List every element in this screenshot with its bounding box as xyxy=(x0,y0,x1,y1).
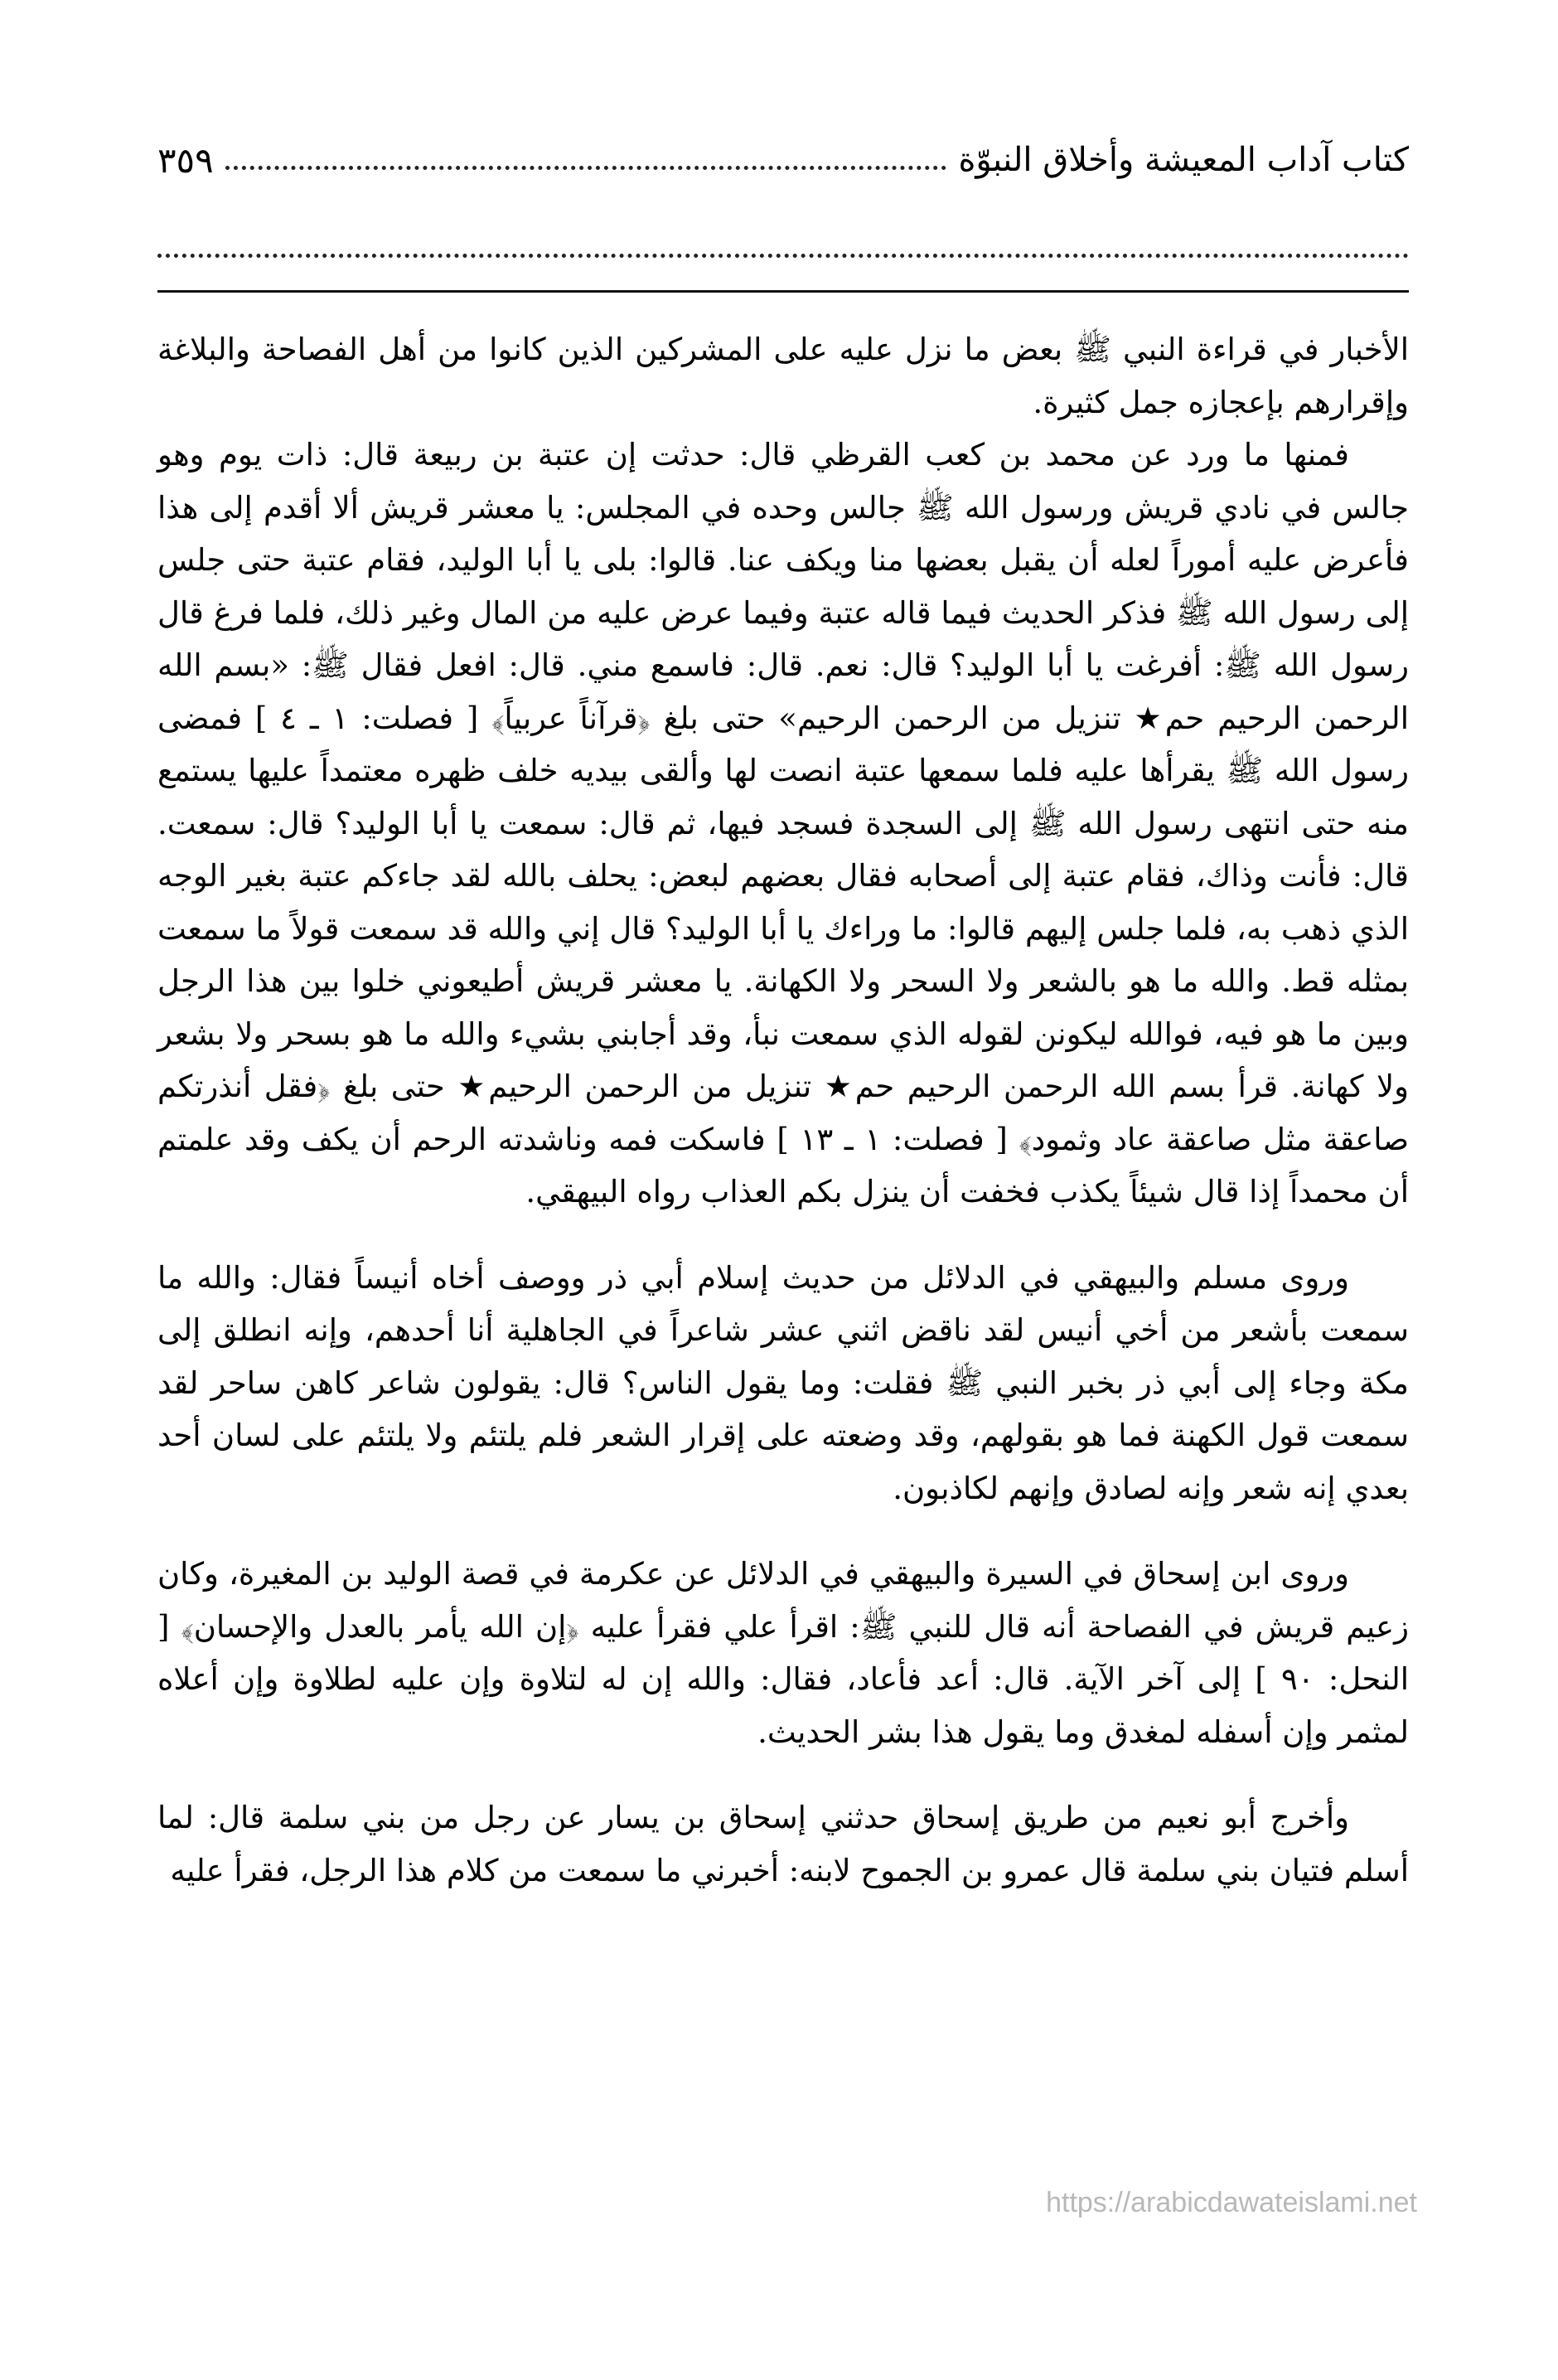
paragraph: الأخبار في قراءة النبي ﷺ بعض ما نزل عليه على المشركين الذين كانوا من أهل الفصاحة والبلاغة وإقرارهم بإعجازه جمل كثيرة. xyxy=(157,332,1409,420)
dot-leader xyxy=(225,166,947,170)
watermark-url: https://arabicdawateislami.net xyxy=(1046,2187,1417,2218)
main-text xyxy=(157,323,1409,1897)
paragraph: وروى مسلم والبيهقي في الدلائل من حديث إسلام أبي ذر ووصف أخاه أنيساً فقال: والله ما سمعت بأشعر من أخي أنيس لقد ناقض اثني عشر شاعراً في الجاهلية أنا أحدهم، وإنه انطلق إلى مكة وجاء إلى أبي ذر بخبر النبي ﷺ فقلت: وما يقول الناس؟ قال: يقولون شاعر كاهن ساحر لقد سمعت قول الكهنة فما هو بقولهم، وقد وضعته على إقرار الشعر فلم يلتئم ولا يلتئم على لسان أحد بعدي إنه شعر وإنه لصادق وإنهم لكاذبون. xyxy=(157,1259,1409,1506)
paragraph: فمنها ما ورد عن محمد بن كعب القرظي قال: حدثت إن عتبة بن ربيعة قال: ذات يوم وهو جالس في نادي قريش ورسول الله ﷺ جالس وحده في المجلس: يا معشر قريش ألا أقدم إلى هذا فأعرض عليه أموراً لعله أن يقبل بعضها منا ويكف عنا. قالوا: بلى يا أبا الوليد، فقام عتبة حتى جلس إلى رسول الله ﷺ فذكر الحديث فيما قاله عتبة وفيما عرض عليه من المال وغير ذلك، فلما فرغ قال رسول الله ﷺ: أفرغت يا أبا الوليد؟ قال: نعم. قال: فاسمع مني. قال: افعل فقال ﷺ: «بسم الله الرحمن الرحيم حم★ تنزيل من الرحمن الرحيم» حتى بلغ ﴿قرآناً عربياً﴾ [ فصلت: ١ ـ ٤ ] فمضى رسول الله ﷺ يقرأها عليه فلما سمعها عتبة انصت لها وألقى بيديه خلف ظهره معتمداً عليها يستمع منه حتى انتهى رسول الله ﷺ إلى السجدة فسجد فيها، ثم قال: سمعت يا أبا الوليد؟ قال: سمعت. قال: فأنت وذاك، فقام عتبة إلى أصحابه فقال بعضهم لبعض: يحلف بالله لقد جاءكم عتبة بغير الوجه الذي ذهب به، فلما جلس إليهم قالوا: ما وراءك يا أبا الوليد؟ قال إني والله قد سمعت قولاً ما سمعت بمثله قط. والله ما هو بالشعر ولا السحر ولا الكهانة. يا معشر قريش أطيعوني خلوا بين هذا الرجل وبين ما هو فيه، فوالله ليكونن لقوله الذي سمعت نبأ، وقد أجابني بشيء والله ما هو بسحر ولا بشعر ولا كهانة. قرأ بسم الله الرحمن الرحيم حم★ تنزيل من الرحمن الرحيم★ حتى بلغ ﴿فقل أنذرتكم صاعقة مثل صاعقة عاد وثمود﴾ [ فصلت: ١ ـ ١٣ ] فاسكت فمه وناشدته الرحم أن يكف وقد علمتم أن محمداً إذا قال شيئاً يكذب فخفت أن ينزل بكم العذاب رواه البيهقي. xyxy=(157,437,1410,1209)
book-title: كتاب آداب المعيشة وأخلاق النبوّة xyxy=(958,141,1409,179)
page-number: ٣٥٩ xyxy=(157,139,214,181)
paragraph: وأخرج أبو نعيم من طريق إسحاق حدثني إسحاق بن يسار عن رجل من بني سلمة قال: لما أسلم فتيان بني سلمة قال عمرو بن الجموح لابنه: أخبرني ما سمعت من كلام هذا الرجل، فقرأ عليه xyxy=(157,1800,1409,1888)
header-rule xyxy=(157,290,1409,293)
running-header xyxy=(157,131,1409,189)
paragraph: وروى ابن إسحاق في السيرة والبيهقي في الدلائل عن عكرمة في قصة الوليد بن المغيرة، وكان زعيم قريش في الفصاحة أنه قال للنبي ﷺ: اقرأ علي فقرأ عليه ﴿إن الله يأمر بالعدل والإحسان﴾ [ النحل: ٩٠ ] إلى آخر الآية. قال: أعد فأعاد، فقال: والله إن له لتلاوة وإن عليه لطلاوة وإن أعلاه لمثمر وإن أسفله لمغدق وما يقول هذا بشر الحديث. xyxy=(157,1556,1409,1750)
dotted-divider xyxy=(157,254,1409,258)
